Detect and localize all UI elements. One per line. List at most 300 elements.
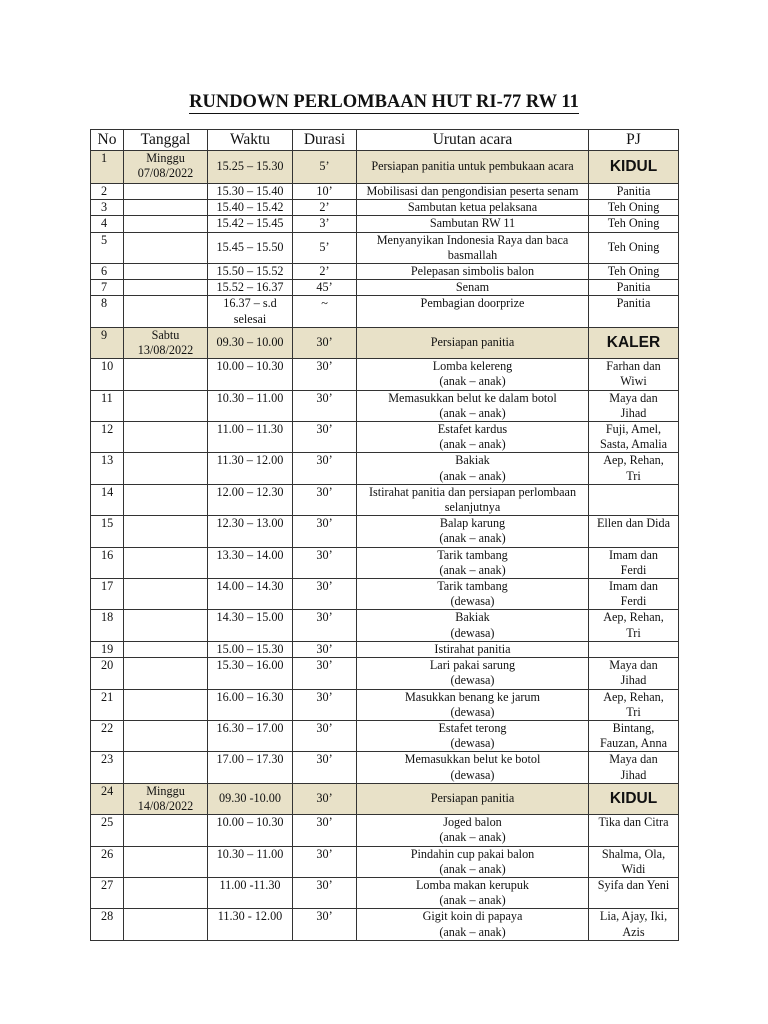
cell-urutan-acara (357, 327, 589, 358)
cell-durasi-text: 30’ (316, 720, 333, 735)
cell-urutan-acara-text: (anak – anak) (439, 924, 506, 939)
cell-urutan-acara (357, 689, 589, 720)
header-row (91, 130, 679, 151)
table-row (91, 264, 679, 280)
cell-durasi (293, 200, 357, 216)
cell-pj-text: Jihad (620, 405, 647, 420)
cell-pj-text: Panitia (616, 296, 651, 311)
table-row (91, 359, 679, 390)
cell-durasi (293, 547, 357, 578)
cell-waktu (208, 516, 293, 547)
cell-pj-text: Maya dan (609, 752, 658, 767)
cell-urutan-acara-text: Persiapan panitia untuk pembukaan acara (371, 159, 574, 174)
cell-pj-text: Ferdi (620, 562, 647, 577)
cell-tanggal-text: Sabtu (151, 327, 180, 342)
cell-urutan-acara-text: Masukkan benang ke jarum (404, 689, 541, 704)
cell-no-text: 20 (101, 658, 114, 673)
cell-tanggal (124, 752, 208, 783)
cell-durasi (293, 232, 357, 263)
cell-durasi (293, 846, 357, 877)
cell-no (91, 658, 124, 689)
cell-urutan-acara-text: (anak – anak) (439, 893, 506, 908)
cell-waktu-text: 16.30 – 17.00 (216, 720, 284, 735)
cell-pj-text: Ellen dan Dida (596, 516, 671, 531)
cell-urutan-acara-text: Lomba kelereng (432, 359, 513, 374)
cell-pj-text: Tri (626, 468, 641, 483)
document-title (0, 92, 768, 113)
cell-pj-text: KALER (606, 334, 661, 352)
cell-tanggal (124, 689, 208, 720)
cell-no (91, 877, 124, 908)
cell-tanggal-text: 13/08/2022 (137, 343, 194, 358)
cell-pj-text: Imam dan (608, 579, 659, 594)
cell-durasi (293, 280, 357, 296)
cell-pj (589, 151, 679, 184)
cell-no (91, 909, 124, 940)
cell-no (91, 720, 124, 751)
cell-durasi-text: 30’ (316, 484, 333, 499)
cell-pj-text: Panitia (616, 280, 651, 295)
cell-pj-text: Bintang, (612, 720, 655, 735)
cell-durasi (293, 390, 357, 421)
rundown-table (90, 129, 679, 941)
cell-waktu-text: 14.00 – 14.30 (216, 579, 284, 594)
cell-no-text: 10 (101, 359, 114, 374)
cell-durasi (293, 641, 357, 657)
cell-pj-text: Aep, Rehan, (603, 453, 664, 468)
cell-no-text: 17 (101, 579, 114, 594)
cell-tanggal (124, 390, 208, 421)
table-row (91, 783, 679, 814)
cell-waktu (208, 658, 293, 689)
table-row (91, 909, 679, 940)
cell-no (91, 846, 124, 877)
cell-urutan-acara-text: (dewasa) (450, 594, 495, 609)
cell-urutan-acara-text: (dewasa) (450, 625, 495, 640)
table-row (91, 216, 679, 232)
table-row (91, 547, 679, 578)
cell-pj (589, 296, 679, 327)
cell-waktu (208, 200, 293, 216)
cell-pj-text: Fuji, Amel, (605, 422, 662, 437)
cell-waktu-text: 11.30 - 12.00 (217, 909, 283, 924)
cell-waktu (208, 909, 293, 940)
cell-pj-text: Tri (626, 704, 641, 719)
cell-urutan-acara-text: Sambutan ketua pelaksana (407, 200, 538, 215)
cell-no-text: 11 (101, 390, 113, 405)
cell-tanggal (124, 547, 208, 578)
cell-no (91, 516, 124, 547)
cell-no-text: 26 (101, 846, 114, 861)
cell-tanggal (124, 232, 208, 263)
table-row (91, 516, 679, 547)
header-durasi: Durasi (293, 130, 357, 151)
cell-pj-text: Maya dan (609, 390, 658, 405)
cell-waktu-text: 10.00 – 10.30 (216, 359, 284, 374)
cell-durasi (293, 422, 357, 453)
cell-durasi-text: 45’ (316, 280, 333, 295)
cell-urutan-acara (357, 264, 589, 280)
cell-no-text: 14 (101, 484, 114, 499)
cell-urutan-acara-text: Pembagian doorprize (420, 296, 525, 311)
cell-waktu-text: 15.42 – 15.45 (216, 216, 284, 231)
header-pj: PJ (589, 130, 679, 151)
cell-pj (589, 909, 679, 940)
cell-durasi (293, 516, 357, 547)
cell-urutan-acara-text: (anak – anak) (439, 531, 506, 546)
cell-durasi-text: 30’ (316, 689, 333, 704)
cell-tanggal (124, 877, 208, 908)
cell-no-text: 3 (101, 200, 108, 215)
cell-tanggal (124, 815, 208, 846)
cell-pj-text: Aep, Rehan, (603, 689, 664, 704)
cell-urutan-acara-text: Persiapan panitia (430, 791, 515, 806)
cell-urutan-acara-text: Memasukkan belut ke botol (404, 752, 541, 767)
cell-tanggal (124, 579, 208, 610)
cell-pj-text: Teh Oning (607, 240, 660, 255)
cell-urutan-acara-text: Pindahin cup pakai balon (410, 846, 535, 861)
cell-pj-text: Imam dan (608, 547, 659, 562)
cell-pj-text: Tri (626, 625, 641, 640)
cell-pj (589, 453, 679, 484)
cell-tanggal-text: Minggu (146, 151, 185, 165)
cell-urutan-acara-text: (anak – anak) (439, 405, 506, 420)
cell-urutan-acara (357, 579, 589, 610)
table-row (91, 184, 679, 200)
cell-no (91, 579, 124, 610)
cell-durasi (293, 610, 357, 641)
cell-durasi-text: 5’ (319, 240, 330, 255)
cell-pj (589, 264, 679, 280)
cell-waktu (208, 390, 293, 421)
cell-waktu (208, 547, 293, 578)
table-row (91, 280, 679, 296)
table-row (91, 610, 679, 641)
cell-no-text: 12 (101, 422, 114, 437)
cell-urutan-acara-text: (dewasa) (450, 767, 495, 782)
cell-urutan-acara (357, 484, 589, 515)
cell-urutan-acara-text: Istirahat panitia (434, 641, 511, 656)
cell-no (91, 151, 124, 184)
cell-no (91, 815, 124, 846)
cell-tanggal (124, 151, 208, 184)
cell-tanggal (124, 296, 208, 327)
cell-waktu-text: 16.37 – s.d (223, 296, 277, 311)
cell-durasi-text: 30’ (316, 846, 333, 861)
cell-no (91, 200, 124, 216)
cell-durasi-text: 30’ (316, 359, 333, 374)
cell-no (91, 783, 124, 814)
table-row (91, 390, 679, 421)
cell-urutan-acara-text: Lari pakai sarung (429, 658, 516, 673)
cell-durasi-text: 30’ (316, 547, 333, 562)
cell-tanggal (124, 264, 208, 280)
cell-durasi (293, 909, 357, 940)
cell-no-text: 2 (101, 184, 108, 198)
cell-urutan-acara (357, 641, 589, 657)
cell-waktu-text: 15.50 – 15.52 (216, 264, 284, 279)
cell-urutan-acara-text: Tarik tambang (437, 547, 508, 562)
cell-pj (589, 232, 679, 263)
cell-urutan-acara-text: (anak – anak) (439, 468, 506, 483)
table-row (91, 327, 679, 358)
cell-durasi (293, 184, 357, 200)
cell-waktu (208, 815, 293, 846)
cell-waktu-text: 10.30 – 11.00 (216, 390, 284, 405)
cell-pj (589, 390, 679, 421)
cell-no (91, 390, 124, 421)
cell-no (91, 641, 124, 657)
cell-durasi-text: 30’ (316, 752, 333, 767)
cell-waktu-text: 16.00 – 16.30 (216, 689, 284, 704)
cell-pj-text: Widi (621, 861, 646, 876)
cell-urutan-acara-text: Senam (455, 280, 490, 295)
table-row (91, 658, 679, 689)
cell-tanggal (124, 216, 208, 232)
cell-pj (589, 359, 679, 390)
cell-waktu (208, 422, 293, 453)
cell-pj (589, 280, 679, 296)
cell-durasi (293, 579, 357, 610)
cell-no-text: 13 (101, 453, 114, 468)
cell-durasi (293, 216, 357, 232)
cell-waktu-text: 11.00 -11.30 (219, 877, 281, 892)
cell-durasi-text: 3’ (319, 216, 330, 231)
cell-pj (589, 516, 679, 547)
cell-urutan-acara-text: Estafet kardus (437, 422, 508, 437)
cell-urutan-acara (357, 547, 589, 578)
cell-urutan-acara (357, 200, 589, 216)
cell-urutan-acara-text: (dewasa) (450, 704, 495, 719)
cell-pj (589, 327, 679, 358)
cell-durasi-text: 2’ (319, 200, 330, 215)
cell-tanggal (124, 909, 208, 940)
cell-durasi-text: 30’ (316, 516, 333, 531)
cell-waktu-text: 12.00 – 12.30 (216, 484, 284, 499)
cell-pj (589, 846, 679, 877)
cell-urutan-acara-text: (anak – anak) (439, 562, 506, 577)
cell-urutan-acara (357, 390, 589, 421)
cell-waktu (208, 641, 293, 657)
cell-tanggal-text: Minggu (146, 783, 185, 798)
header-tanggal: Tanggal (124, 130, 208, 151)
cell-urutan-acara (357, 184, 589, 200)
cell-urutan-acara-text: Bakiak (455, 610, 490, 625)
cell-waktu (208, 484, 293, 515)
cell-no-text: 15 (101, 516, 114, 531)
cell-tanggal (124, 658, 208, 689)
cell-no-text: 27 (101, 877, 114, 892)
header-urutan-acara: Urutan acara (357, 130, 589, 151)
cell-durasi (293, 359, 357, 390)
cell-waktu (208, 216, 293, 232)
cell-pj-text: Shalma, Ola, (601, 846, 666, 861)
cell-waktu-text: 15.00 – 15.30 (216, 641, 284, 656)
cell-waktu (208, 579, 293, 610)
cell-urutan-acara (357, 815, 589, 846)
table-row (91, 296, 679, 327)
cell-urutan-acara-text: Pelepasan simbolis balon (410, 264, 535, 279)
cell-tanggal-text: 07/08/2022 (137, 166, 194, 181)
cell-urutan-acara (357, 909, 589, 940)
header-waktu: Waktu (208, 130, 293, 151)
cell-no-text: 1 (101, 151, 108, 165)
cell-urutan-acara-text: (anak – anak) (439, 437, 506, 452)
table-row (91, 689, 679, 720)
cell-pj (589, 579, 679, 610)
cell-tanggal-text: 14/08/2022 (137, 798, 194, 813)
cell-pj-text: Teh Oning (607, 264, 660, 279)
cell-durasi (293, 815, 357, 846)
cell-urutan-acara-text: Balap karung (439, 516, 506, 531)
cell-waktu-text: 13.30 – 14.00 (216, 547, 284, 562)
cell-urutan-acara (357, 296, 589, 327)
cell-tanggal (124, 484, 208, 515)
cell-urutan-acara (357, 752, 589, 783)
cell-no (91, 547, 124, 578)
cell-pj (589, 610, 679, 641)
cell-waktu-text: 11.30 – 12.00 (216, 453, 284, 468)
cell-pj-text: Tika dan Citra (598, 815, 669, 830)
cell-no-text: 18 (101, 610, 114, 625)
cell-pj-text: Syifa dan Yeni (597, 877, 670, 892)
cell-urutan-acara-text: basmallah (447, 247, 498, 262)
cell-urutan-acara (357, 610, 589, 641)
cell-waktu-text: 15.25 – 15.30 (216, 159, 284, 174)
cell-durasi-text: 2’ (319, 264, 330, 279)
title-text: RUNDOWN PERLOMBAAN HUT RI-77 RW 11 (189, 92, 579, 112)
cell-pj-text: KIDUL (609, 158, 658, 176)
cell-pj-text: Maya dan (609, 658, 658, 673)
cell-waktu (208, 280, 293, 296)
cell-no (91, 280, 124, 296)
cell-waktu (208, 232, 293, 263)
cell-durasi (293, 151, 357, 184)
cell-pj-text: Sasta, Amalia (599, 437, 668, 452)
cell-no (91, 359, 124, 390)
cell-waktu (208, 151, 293, 184)
cell-no-text: 6 (101, 264, 108, 279)
table-row (91, 752, 679, 783)
cell-waktu-text: 15.40 – 15.42 (216, 200, 284, 215)
cell-durasi-text: 30’ (316, 422, 333, 437)
cell-waktu (208, 689, 293, 720)
cell-urutan-acara-text: Gigit koin di papaya (422, 909, 523, 924)
cell-urutan-acara-text: (dewasa) (450, 736, 495, 751)
cell-no-text: 21 (101, 689, 114, 704)
cell-pj-text: Jihad (620, 673, 647, 688)
cell-pj-text: Azis (622, 924, 645, 939)
table-row (91, 846, 679, 877)
cell-urutan-acara-text: Sambutan RW 11 (429, 216, 516, 231)
cell-urutan-acara (357, 516, 589, 547)
cell-tanggal (124, 327, 208, 358)
cell-durasi (293, 720, 357, 751)
cell-durasi (293, 783, 357, 814)
cell-waktu (208, 783, 293, 814)
cell-waktu-text: 15.52 – 16.37 (216, 280, 284, 295)
cell-tanggal (124, 610, 208, 641)
cell-tanggal (124, 641, 208, 657)
cell-no-text: 24 (101, 783, 114, 798)
cell-waktu-text: 15.45 – 15.50 (216, 240, 284, 255)
cell-durasi-text: 30’ (316, 815, 333, 830)
cell-tanggal (124, 453, 208, 484)
cell-no (91, 422, 124, 453)
cell-tanggal (124, 200, 208, 216)
cell-no-text: 7 (101, 280, 108, 295)
cell-pj-text: Jihad (620, 767, 647, 782)
cell-no-text: 28 (101, 909, 114, 924)
table-row (91, 815, 679, 846)
cell-durasi-text: 30’ (316, 658, 333, 673)
cell-urutan-acara-text: Joged balon (443, 815, 502, 830)
cell-durasi-text: 5’ (319, 159, 330, 174)
cell-waktu-text: 12.30 – 13.00 (216, 516, 284, 531)
cell-waktu (208, 846, 293, 877)
cell-urutan-acara-text: Tarik tambang (437, 579, 508, 594)
cell-urutan-acara-text: Estafet terong (438, 720, 507, 735)
cell-durasi-text: 30’ (316, 579, 333, 594)
cell-durasi (293, 296, 357, 327)
cell-no (91, 216, 124, 232)
cell-no (91, 296, 124, 327)
table-row (91, 484, 679, 515)
cell-waktu-text: 15.30 – 16.00 (216, 658, 284, 673)
cell-urutan-acara (357, 359, 589, 390)
cell-urutan-acara (357, 846, 589, 877)
cell-durasi-text: 30’ (316, 610, 333, 625)
cell-tanggal (124, 422, 208, 453)
cell-pj-text: Wiwi (620, 374, 647, 389)
cell-tanggal (124, 783, 208, 814)
cell-pj (589, 815, 679, 846)
cell-urutan-acara-text: Lomba makan kerupuk (415, 877, 530, 892)
cell-waktu (208, 877, 293, 908)
table-row (91, 877, 679, 908)
cell-durasi (293, 453, 357, 484)
cell-urutan-acara (357, 783, 589, 814)
header-no: No (91, 130, 124, 151)
cell-waktu (208, 184, 293, 200)
cell-durasi-text: 30’ (316, 791, 333, 806)
cell-tanggal (124, 184, 208, 200)
cell-urutan-acara-text: (anak – anak) (439, 374, 506, 389)
cell-pj (589, 200, 679, 216)
cell-durasi-text: 30’ (316, 641, 333, 656)
cell-durasi-text: 30’ (316, 335, 333, 350)
cell-no-text: 5 (101, 232, 108, 247)
cell-no (91, 453, 124, 484)
cell-pj (589, 641, 679, 657)
cell-waktu (208, 296, 293, 327)
cell-urutan-acara (357, 216, 589, 232)
cell-waktu-text: 17.00 – 17.30 (216, 752, 284, 767)
cell-urutan-acara-text: Memasukkan belut ke dalam botol (388, 390, 557, 405)
cell-pj-text: Fauzan, Anna (599, 736, 667, 751)
cell-waktu (208, 752, 293, 783)
table-row (91, 720, 679, 751)
cell-pj (589, 658, 679, 689)
cell-pj (589, 484, 679, 515)
table-row (91, 151, 679, 184)
cell-urutan-acara-text: (dewasa) (450, 673, 495, 688)
table-row (91, 641, 679, 657)
cell-pj (589, 547, 679, 578)
cell-urutan-acara-text: Menyanyikan Indonesia Raya dan baca (376, 232, 569, 247)
cell-waktu (208, 720, 293, 751)
cell-waktu-text: 09.30 – 10.00 (216, 335, 284, 350)
